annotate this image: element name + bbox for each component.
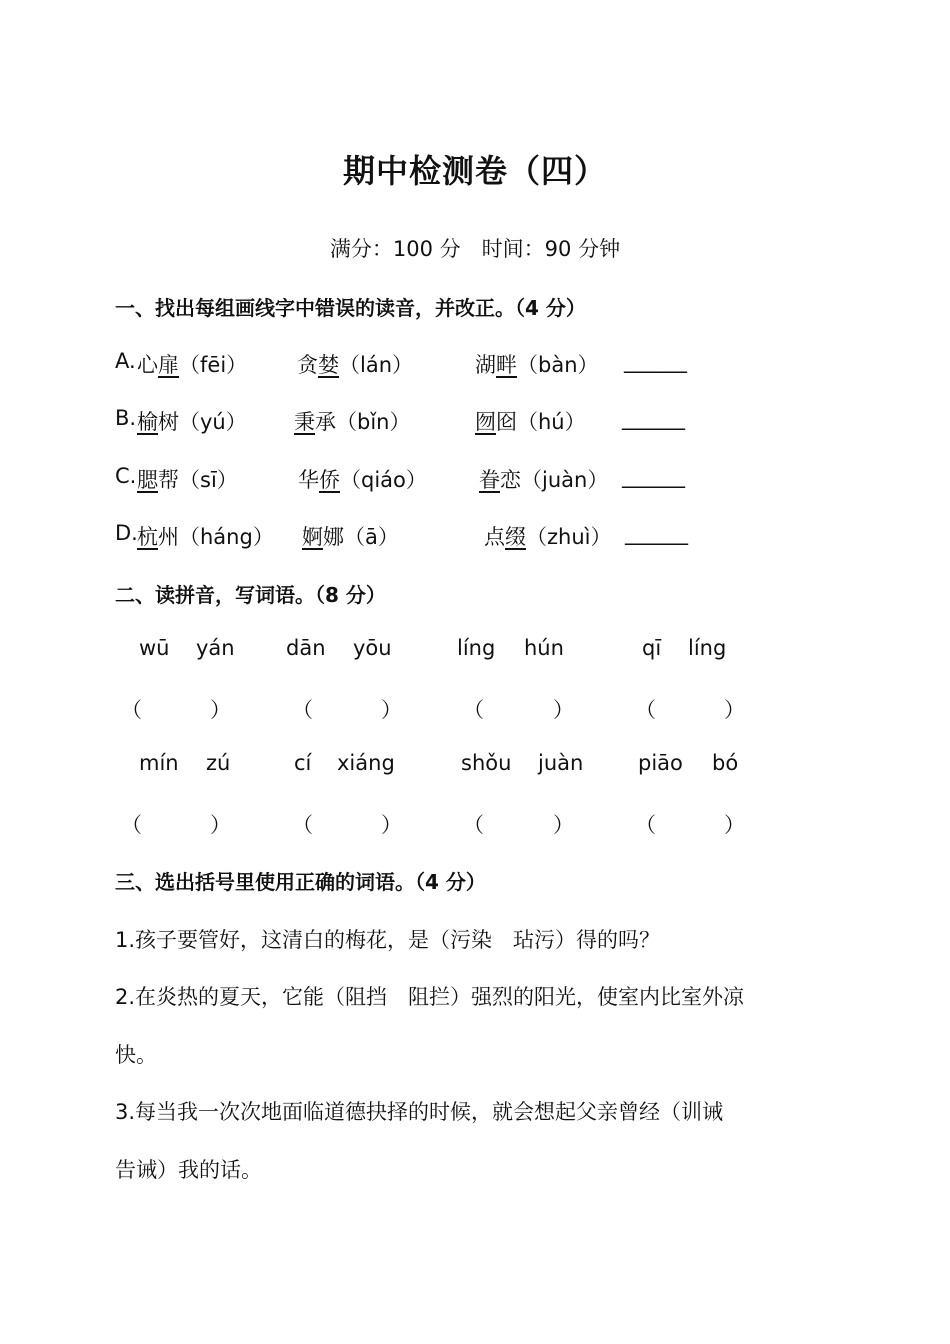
question-3-line-2: 告诫）我的话。 bbox=[115, 1158, 262, 1182]
answer-paren-close: ） bbox=[553, 813, 574, 837]
answer-paren-open[interactable]: （ bbox=[463, 813, 484, 837]
word-item: 点缀（zhuì） bbox=[484, 525, 612, 549]
answer-paren-close: ） bbox=[553, 698, 574, 722]
question-3-line-1: 3.每当我一次次地面临道德抉择的时候，就会想起父亲曾经（训诫 bbox=[115, 1100, 724, 1124]
pinyin: dān bbox=[286, 636, 326, 660]
row-label: D. bbox=[115, 521, 138, 545]
word-item: 杭州（háng） bbox=[137, 525, 274, 549]
word-item: 华侨（qiáo） bbox=[298, 468, 427, 492]
answer-paren-open[interactable]: （ bbox=[292, 698, 313, 722]
exam-meta: 满分：100 分 时间：90 分钟 bbox=[329, 237, 621, 261]
pinyin: qī bbox=[642, 636, 662, 660]
section-2-heading: 二、读拼音，写词语。（8 分） bbox=[115, 583, 386, 607]
word-item: 贪婪（lán） bbox=[297, 353, 414, 377]
answer-blank[interactable]: ______ bbox=[622, 406, 685, 430]
word-item: 眷恋（juàn） bbox=[479, 468, 609, 492]
pinyin: juàn bbox=[538, 751, 584, 775]
question-2-line-1: 2.在炎热的夏天，它能（阻挡 阻拦）强烈的阳光，使室内比室外凉 bbox=[115, 985, 745, 1009]
word-item: 心扉（fēi） bbox=[137, 353, 248, 377]
answer-paren-open[interactable]: （ bbox=[121, 698, 142, 722]
pinyin: hún bbox=[524, 636, 564, 660]
pinyin: piāo bbox=[638, 751, 683, 775]
pinyin: zú bbox=[206, 751, 231, 775]
pinyin: mín bbox=[139, 751, 179, 775]
answer-paren-open[interactable]: （ bbox=[463, 698, 484, 722]
section-1-heading: 一、找出每组画线字中错误的读音，并改正。（4 分） bbox=[115, 296, 586, 320]
answer-paren-close: ） bbox=[724, 698, 745, 722]
word-item: 囫囵（hú） bbox=[475, 410, 586, 434]
question-2-line-2: 快。 bbox=[115, 1043, 157, 1067]
word-item: 腮帮（sī） bbox=[137, 468, 238, 492]
section-3-heading: 三、选出括号里使用正确的词语。（4 分） bbox=[115, 870, 486, 894]
answer-paren-open[interactable]: （ bbox=[292, 813, 313, 837]
answer-paren-open[interactable]: （ bbox=[635, 698, 656, 722]
answer-paren-open[interactable]: （ bbox=[635, 813, 656, 837]
page-title: 期中检测卷（四） bbox=[342, 152, 607, 190]
pinyin: bó bbox=[712, 751, 739, 775]
pinyin: shǒu bbox=[461, 751, 512, 775]
word-item: 榆树（yú） bbox=[137, 410, 247, 434]
word-item: 湖畔（bàn） bbox=[475, 353, 599, 377]
pinyin: yōu bbox=[353, 636, 392, 660]
answer-blank[interactable]: ______ bbox=[622, 464, 685, 488]
answer-paren-open[interactable]: （ bbox=[121, 813, 142, 837]
word-item: 婀娜（ā） bbox=[302, 525, 399, 549]
pinyin: xiáng bbox=[337, 751, 395, 775]
answer-paren-close: ） bbox=[381, 698, 402, 722]
answer-paren-close: ） bbox=[381, 813, 402, 837]
row-label: A. bbox=[115, 349, 136, 373]
row-label: B. bbox=[115, 406, 137, 430]
answer-paren-close: ） bbox=[210, 698, 231, 722]
answer-paren-close: ） bbox=[724, 813, 745, 837]
pinyin: yán bbox=[196, 636, 235, 660]
pinyin: líng bbox=[688, 636, 727, 660]
pinyin: líng bbox=[457, 636, 496, 660]
answer-paren-close: ） bbox=[210, 813, 231, 837]
pinyin: cí bbox=[294, 751, 312, 775]
row-label: C. bbox=[115, 464, 137, 488]
question-1: 1.孩子要管好，这清白的梅花，是（污染 玷污）得的吗？ bbox=[115, 928, 661, 952]
word-item: 秉承（bǐn） bbox=[294, 410, 411, 434]
pinyin: wū bbox=[139, 636, 170, 660]
answer-blank[interactable]: ______ bbox=[625, 521, 688, 545]
answer-blank[interactable]: ______ bbox=[624, 349, 687, 373]
